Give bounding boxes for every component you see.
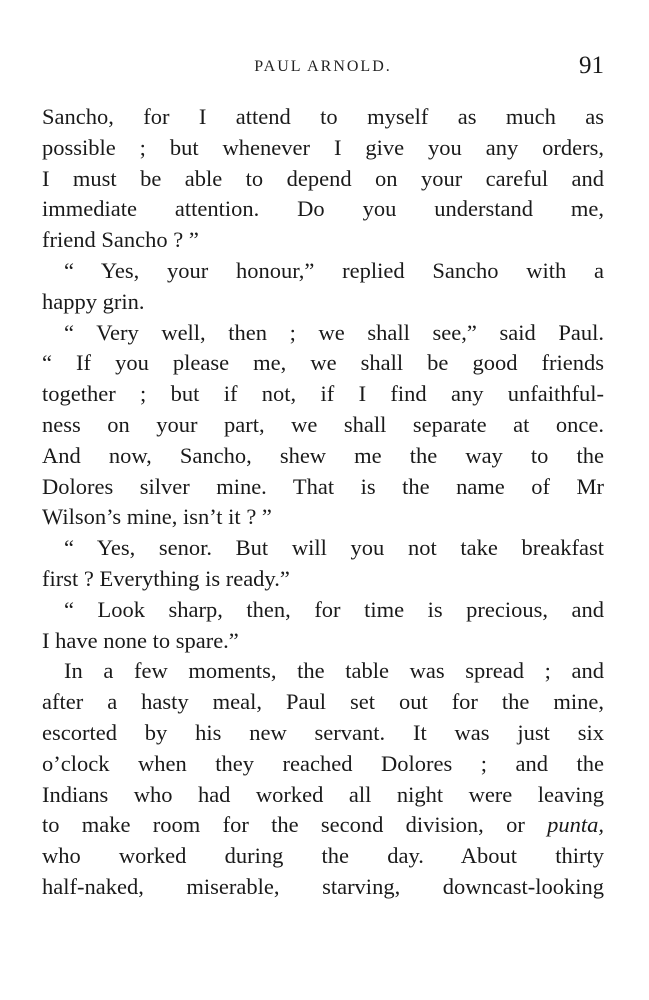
text-line [42,564,604,595]
text-line-content: Sancho, for I attend to myself as much as [42,104,604,129]
text-line-content: And now, Sancho, shew me the way to the [42,442,604,468]
text-line [42,472,604,503]
text-line [42,749,604,780]
text-line-content: possible ; but whenever I give you any orders, [42,134,604,160]
text-line [42,687,604,718]
italic-word: punta, [547,812,604,838]
text-line [42,656,604,687]
text-line [42,810,604,841]
text-line-content: Indians who had worked all night were leaving [42,781,604,807]
body-text [42,102,604,903]
text-line-content: half-naked, miserable, starving, downcast-looking [42,873,604,899]
text-line-content: I must be able to depend on your careful and [42,165,604,191]
text-line-content: who worked during the day. About thirty [42,843,604,869]
text-line [42,841,604,872]
text-line [42,133,604,164]
text-line-content: “ If you please me, we shall be good friends [42,350,604,376]
text-line-content: together ; but if not, if I find any unfaithful- [42,381,604,407]
page-number: 91 [579,52,604,79]
text-line [42,256,604,287]
text-line [42,102,604,133]
text-line [42,441,604,472]
text-line-content: o’clock when they reached Dolores ; and the [42,750,604,776]
text-line [42,225,604,256]
text-line [42,194,604,225]
text-line-content: “ Yes, your honour,” replied Sancho with a [64,257,604,283]
text-line [42,410,604,441]
text-line-content: I have none to spare.” [42,627,239,653]
text-line [42,379,604,410]
text-line-content: In a few moments, the table was spread ; and [64,658,604,684]
text-line [42,164,604,195]
text-line [42,780,604,811]
text-line [42,318,604,349]
text-line-content: to make room for the second division, or [42,812,525,838]
text-line-content: Wilson’s mine, isn’t it ? ” [42,504,272,530]
running-head [42,50,604,84]
text-line [42,348,604,379]
text-line [42,595,604,626]
text-line-content: after a hasty meal, Paul set out for the mine, [42,689,604,715]
text-line-content: “ Look sharp, then, for time is precious, and [64,596,604,622]
text-line [42,718,604,749]
text-line [42,287,604,318]
text-line [42,533,604,564]
text-line-content: immediate attention. Do you understand me, [42,196,604,222]
text-line-content: first ? Everything is ready.” [42,565,290,591]
running-title: PAUL ARNOLD. [254,58,392,75]
text-line-content: “ Very well, then ; we shall see,” said Paul. [64,319,604,345]
text-line-content: escorted by his new servant. It was just six [42,719,604,745]
text-line [42,626,604,657]
text-line [42,872,604,903]
text-line-content: happy grin. [42,288,145,314]
text-line [42,502,604,533]
text-line-content: friend Sancho ? ” [42,227,199,253]
text-line-content: ness on your part, we shall separate at once. [42,411,604,437]
text-line-content: Dolores silver mine. That is the name of Mr [42,473,604,499]
text-line-content: “ Yes, senor. But will you not take breakfast [64,535,604,561]
